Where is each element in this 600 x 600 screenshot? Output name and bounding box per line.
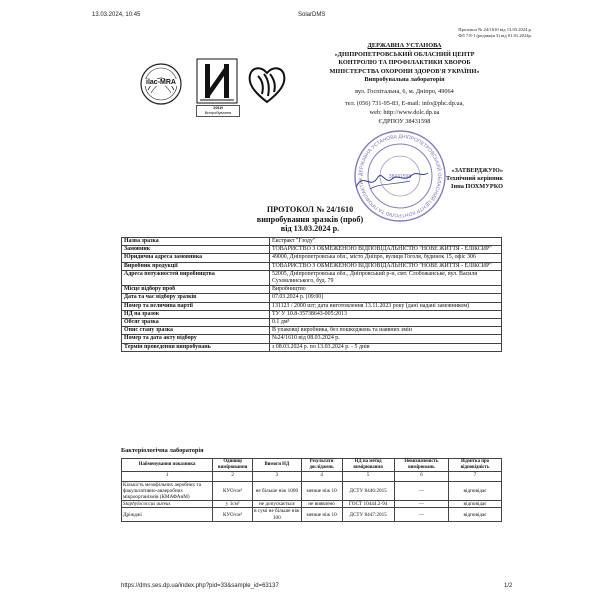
results-table (121, 458, 502, 522)
details-value: 52005, Дніпропетровська обл., Дніпровський р-н, смт. Слобожанське, вул. Василя Сухомлинського, буд. 79 (270, 270, 502, 285)
details-value: 49000, Дніпропетровська обл., місто Дніпро, вулиця Гоголя, будинок 15, офіс 306 (270, 254, 502, 262)
details-row (122, 254, 502, 262)
results-column-number: 3 (253, 471, 302, 481)
results-header-cell: Невизначеність вимірювань (394, 459, 448, 472)
details-row (122, 238, 502, 246)
signature (352, 165, 432, 195)
protocol-title-line2: випробування зразків (проб) (256, 214, 364, 224)
institution-line3: КОНТРОЛЮ ТА ПРОФІЛАКТИКИ ХВОРОБ (338, 59, 471, 67)
details-value: Екстракт "Гзоду" (270, 238, 502, 246)
print-app-title: SolarDMS (298, 12, 326, 18)
details-key: Номер та величина партії (122, 302, 270, 310)
ilac-mra-logo (139, 62, 183, 106)
details-key: Термін проведення випробувань (122, 343, 270, 351)
stamp-ring-text: ДЕРЖАВНА УСТАНОВА ДНІПРОПЕТРОВСЬКИЙ ОБЛАСНИЙ ЦЕНТР КОНТРОЛЮ ТА ПРОФІЛАКТИК (357, 133, 443, 219)
results-cell: менше ніж 10 (301, 481, 342, 501)
results-cell: відповідає (449, 481, 502, 501)
protocol-reference (360, 27, 532, 39)
details-key: НД на зразок (122, 310, 270, 318)
results-cell: не допускається (253, 501, 302, 508)
details-value: з 08.03.2024 р. по 13.03.2024 р. - 5 днів (270, 343, 502, 351)
details-key: Дата та час відбору зразків (122, 294, 270, 302)
institution-line4: МІНІСТЕРСТВА ОХОРОНИ ЗДОРОВ'Я УКРАЇНИ» (329, 67, 480, 75)
results-header-cell: Вимоги НД (253, 459, 302, 472)
results-cell: КУО/см³ (213, 508, 253, 521)
print-url: https://dms.ses.dp.ua/index.php?pid=33&sample_id=63137 (121, 583, 279, 589)
details-value: 131123 / 2000 шт; дата виготовлення 13.11.2023 року (дані надані замовником) (270, 302, 502, 310)
results-cell: — (394, 481, 448, 501)
accreditation-caption (196, 105, 240, 117)
details-value: ТУ У 10.8-35738643-005:2013 (270, 310, 502, 318)
results-header-cell: Результати досліджень (301, 459, 342, 472)
results-section-title: Бактеріологічна лабораторія (121, 447, 204, 454)
details-row (122, 310, 502, 318)
print-datetime: 13.03.2024, 10:45 (92, 12, 141, 18)
results-column-number: 6 (394, 471, 448, 481)
details-row (122, 302, 502, 310)
results-cell: — (394, 508, 448, 521)
details-row (122, 270, 502, 285)
institution-web: web: http://www.dolc.dp.ua (369, 109, 440, 117)
results-cell: Staphylococcus aureus (122, 501, 213, 508)
institution-block (292, 40, 517, 126)
protocol-reference-line2: ФЛ 7.8-1 (редакція 3) від 01.01.2024р. (458, 33, 532, 38)
protocol-title-line1: ПРОТОКОЛ № 24/1610 (266, 205, 354, 214)
results-cell: не виявлено (301, 501, 342, 508)
details-row (122, 335, 502, 343)
protocol-title-line3: від 13.03.2024 р. (280, 224, 340, 233)
details-key: Місце відбору проб (122, 286, 270, 294)
details-key: Назва зразка (122, 238, 270, 246)
details-key: Замовник (122, 246, 270, 254)
accreditation-label: Випробування (204, 109, 232, 115)
details-row (122, 319, 502, 327)
results-cell: ДСТУ 8446:2015 (342, 481, 394, 501)
results-column-number: 2 (213, 471, 253, 481)
results-cell: ГОСТ 10444.2-94 (342, 501, 394, 508)
results-row (122, 481, 502, 501)
approval-role: Технічний керівник (446, 175, 503, 182)
results-header-cell: Відмітка про відповідність (449, 459, 502, 472)
details-key: Обсяг зразка (122, 319, 270, 327)
details-key: Виробник продукції (122, 262, 270, 270)
details-key: Опис стану зразка (122, 327, 270, 335)
details-value: В упаковці виробника, без пошкоджень та наявних змін (270, 327, 502, 335)
results-cell: Дріжджі (122, 508, 213, 521)
institution-edrpou: ЄДРПОУ 38431598 (378, 117, 431, 125)
results-column-number: 4 (301, 471, 342, 481)
details-row (122, 343, 502, 351)
details-value: 07.03.2024 р. [09:00] (270, 294, 502, 302)
lab-name: Випробувальна лабораторія (364, 76, 445, 84)
results-cell: відповідає (449, 508, 502, 521)
results-cell: не більше ніж 1000 (253, 481, 302, 501)
results-header-cell: НД на метод вимірювання (342, 459, 394, 472)
results-cell: КУО/см³ (213, 481, 253, 501)
results-cell: менше ніж 10 (301, 508, 342, 521)
institution-line1: ДЕРЖАВНА УСТАНОВА (367, 42, 442, 49)
accreditation-logo (196, 58, 238, 116)
institution-address: вул. Госпітальна, 6, м. Дніпро, 49064 (355, 87, 454, 95)
details-value: Виробництво (270, 286, 502, 294)
accreditation-mark (196, 58, 238, 104)
results-column-number: 1 (122, 471, 213, 481)
sample-details-table (121, 237, 502, 352)
details-key: Номер та дата акту відбору (122, 335, 270, 343)
details-value: ТОВАРИСТВО З ОБМЕЖЕНОЮ ВІДПОВІДАЛЬНІСТЮ "НОВЕ ЖИТТЯ - ЕЛІКСИР" (270, 262, 502, 270)
approval-name: Інна ПОХМУРКО (451, 183, 503, 190)
stamp-center-text: 38431598 (388, 174, 412, 180)
results-column-numbers (122, 471, 502, 481)
results-header-cell: Одиниці вимірювання (213, 459, 253, 472)
results-column-number: 7 (449, 471, 502, 481)
results-cell: відповідає (449, 501, 502, 508)
details-key: Юридична адреса замовника (122, 254, 270, 262)
details-row (122, 327, 502, 335)
accreditation-code: 201И (213, 105, 223, 110)
results-row (122, 501, 502, 508)
results-cell: Кількість мезофільних аеробних та факультативно-анаеробних мікроорганізмів (КМАФАнМ) (122, 481, 213, 501)
details-value: №24/1610 від 08.03.2024 р. (270, 335, 502, 343)
details-value: ТОВАРИСТВО З ОБМЕЖЕНОЮ ВІДПОВІДАЛЬНІСТЮ "НОВЕ ЖИТТЯ - ЕЛІКСИР" (270, 246, 502, 254)
results-cell: ДСТУ 8447:2015 (342, 508, 394, 521)
ilac-mra-text: ilac-MRA (143, 79, 179, 86)
results-cell: у 1см³ (213, 501, 253, 508)
results-row (122, 508, 502, 521)
protocol-reference-line1: Протокол № 24/1610 від 13.03.2024 р. (458, 27, 532, 32)
results-column-number: 5 (342, 471, 394, 481)
details-value: 0.1 дм³ (270, 319, 502, 327)
institution-line2: «ДНІПРОПЕТРОВСЬКИЙ ОБЛАСНИЙ ЦЕНТР (334, 50, 475, 58)
details-row (122, 246, 502, 254)
health-center-logo (246, 62, 288, 106)
details-key: Адреса потужностей виробництва (122, 270, 270, 285)
protocol-title (200, 205, 420, 234)
results-cell: — (394, 501, 448, 508)
results-header-cell: Найменування показника (122, 459, 213, 472)
approval-title: «ЗАТВЕРДЖУЮ» (451, 167, 503, 174)
print-page-number: 1/2 (504, 583, 513, 589)
heart-icon (246, 62, 288, 106)
details-row (122, 262, 502, 270)
institution-contacts: тел. (056) 731-95-83, E-mail: info@phc.dp.ua, (345, 99, 464, 107)
details-row (122, 294, 502, 302)
results-cell: в сумі не більше ніж 100 (254, 508, 300, 521)
details-row (122, 286, 502, 294)
results-header-row (122, 459, 502, 472)
